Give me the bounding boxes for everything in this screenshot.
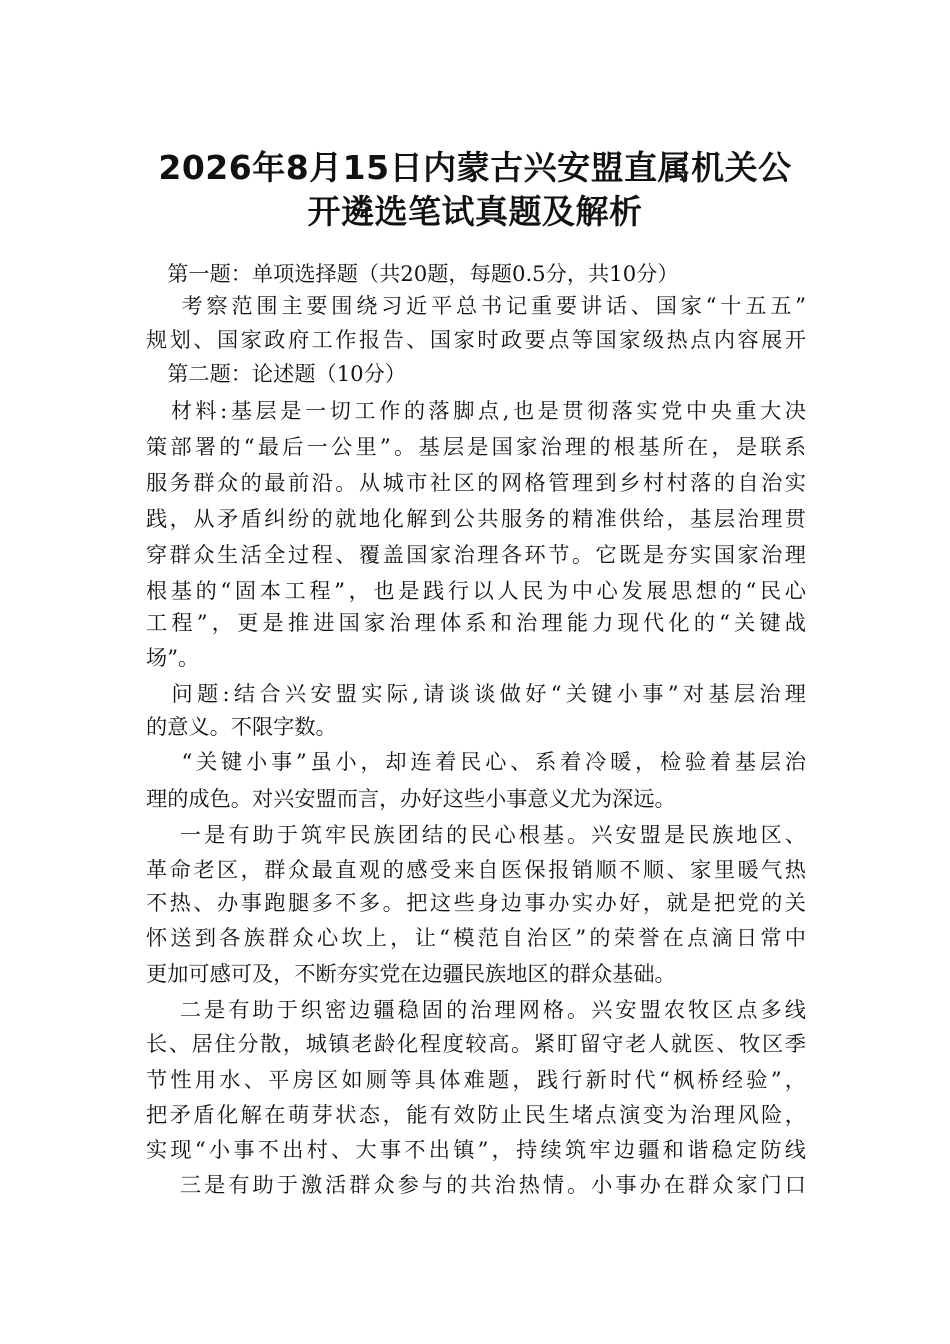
body-line: 考察范围主要围绕习近平总书记重要讲话、国家“十五五”: [146, 293, 806, 318]
document-title-line-1: 2026年8月15日内蒙古兴安盟直属机关公: [158, 148, 792, 187]
answer-line: 三是有助于激活群众参与的共治热情。小事办在群众家门口: [146, 1172, 806, 1197]
section-heading-single-choice: 第一题：单项选择题（共20题，每题0.5分，共10分）: [146, 261, 679, 286]
answer-line: 实现“小事不出村、大事不出镇”，持续筑牢边疆和谐稳定防线: [146, 1137, 806, 1162]
section-heading-essay: 第二题：论述题（10分）: [146, 361, 407, 386]
answer-line: 革命老区，群众最直观的感受来自医保报销顺不顺、家里暖气热: [146, 857, 806, 882]
answer-line: 怀送到各族群众心坎上，让“模范自治区”的荣誉在点滴日常中: [146, 925, 806, 950]
body-line: 根基的“固本工程”，也是践行以人民为中心发展思想的“民心: [146, 578, 806, 603]
body-line: 场”。: [146, 645, 200, 670]
body-line: 服务群众的最前沿。从城市社区的网格管理到乡村村落的自治实: [146, 470, 806, 495]
answer-line: 长、居住分散，城镇老龄化程度较高。紧盯留守老人就医、牧区季: [146, 1031, 806, 1056]
body-line: 策部署的“最后一公里”。基层是国家治理的根基所在，是联系: [146, 434, 806, 459]
body-line: 规划、国家政府工作报告、国家时政要点等国家级热点内容展开: [146, 327, 806, 352]
answer-line: 把矛盾化解在萌芽状态，能有效防止民生堵点演变为治理风险，: [146, 1102, 806, 1127]
answer-line: 更加可感可及，不断夯实党在边疆民族地区的群众基础。: [146, 961, 676, 986]
question-line: 的意义。不限字数。: [146, 714, 337, 739]
question-line: 问题:结合兴安盟实际,请谈谈做好“关键小事”对基层治理: [146, 681, 806, 706]
answer-line: 一是有助于筑牢民族团结的民心根基。兴安盟是民族地区、: [146, 822, 806, 847]
answer-line: 不热、办事跑腿多不多。把这些身边事办实办好，就是把党的关: [146, 890, 806, 915]
answer-line: “关键小事”虽小，却连着民心、系着冷暖，检验着基层治: [146, 749, 806, 774]
answer-line: 理的成色。对兴安盟而言，办好这些小事意义尤为深远。: [146, 786, 676, 811]
body-line: 工程”，更是推进国家治理体系和治理能力现代化的“关键战: [146, 610, 806, 635]
document-title-line-2: 开遴选笔试真题及解析: [307, 192, 643, 231]
body-line: 践，从矛盾纠纷的就地化解到公共服务的精准供给，基层治理贯: [146, 506, 806, 531]
body-line: 材料:基层是一切工作的落脚点,也是贯彻落实党中央重大决: [146, 398, 806, 423]
body-line: 穿群众生活全过程、覆盖国家治理各环节。它既是夯实国家治理: [146, 542, 806, 567]
answer-line: 节性用水、平房区如厕等具体难题，践行新时代“枫桥经验”，: [146, 1067, 806, 1092]
answer-line: 二是有助于织密边疆稳固的治理网格。兴安盟农牧区点多线: [146, 997, 806, 1022]
